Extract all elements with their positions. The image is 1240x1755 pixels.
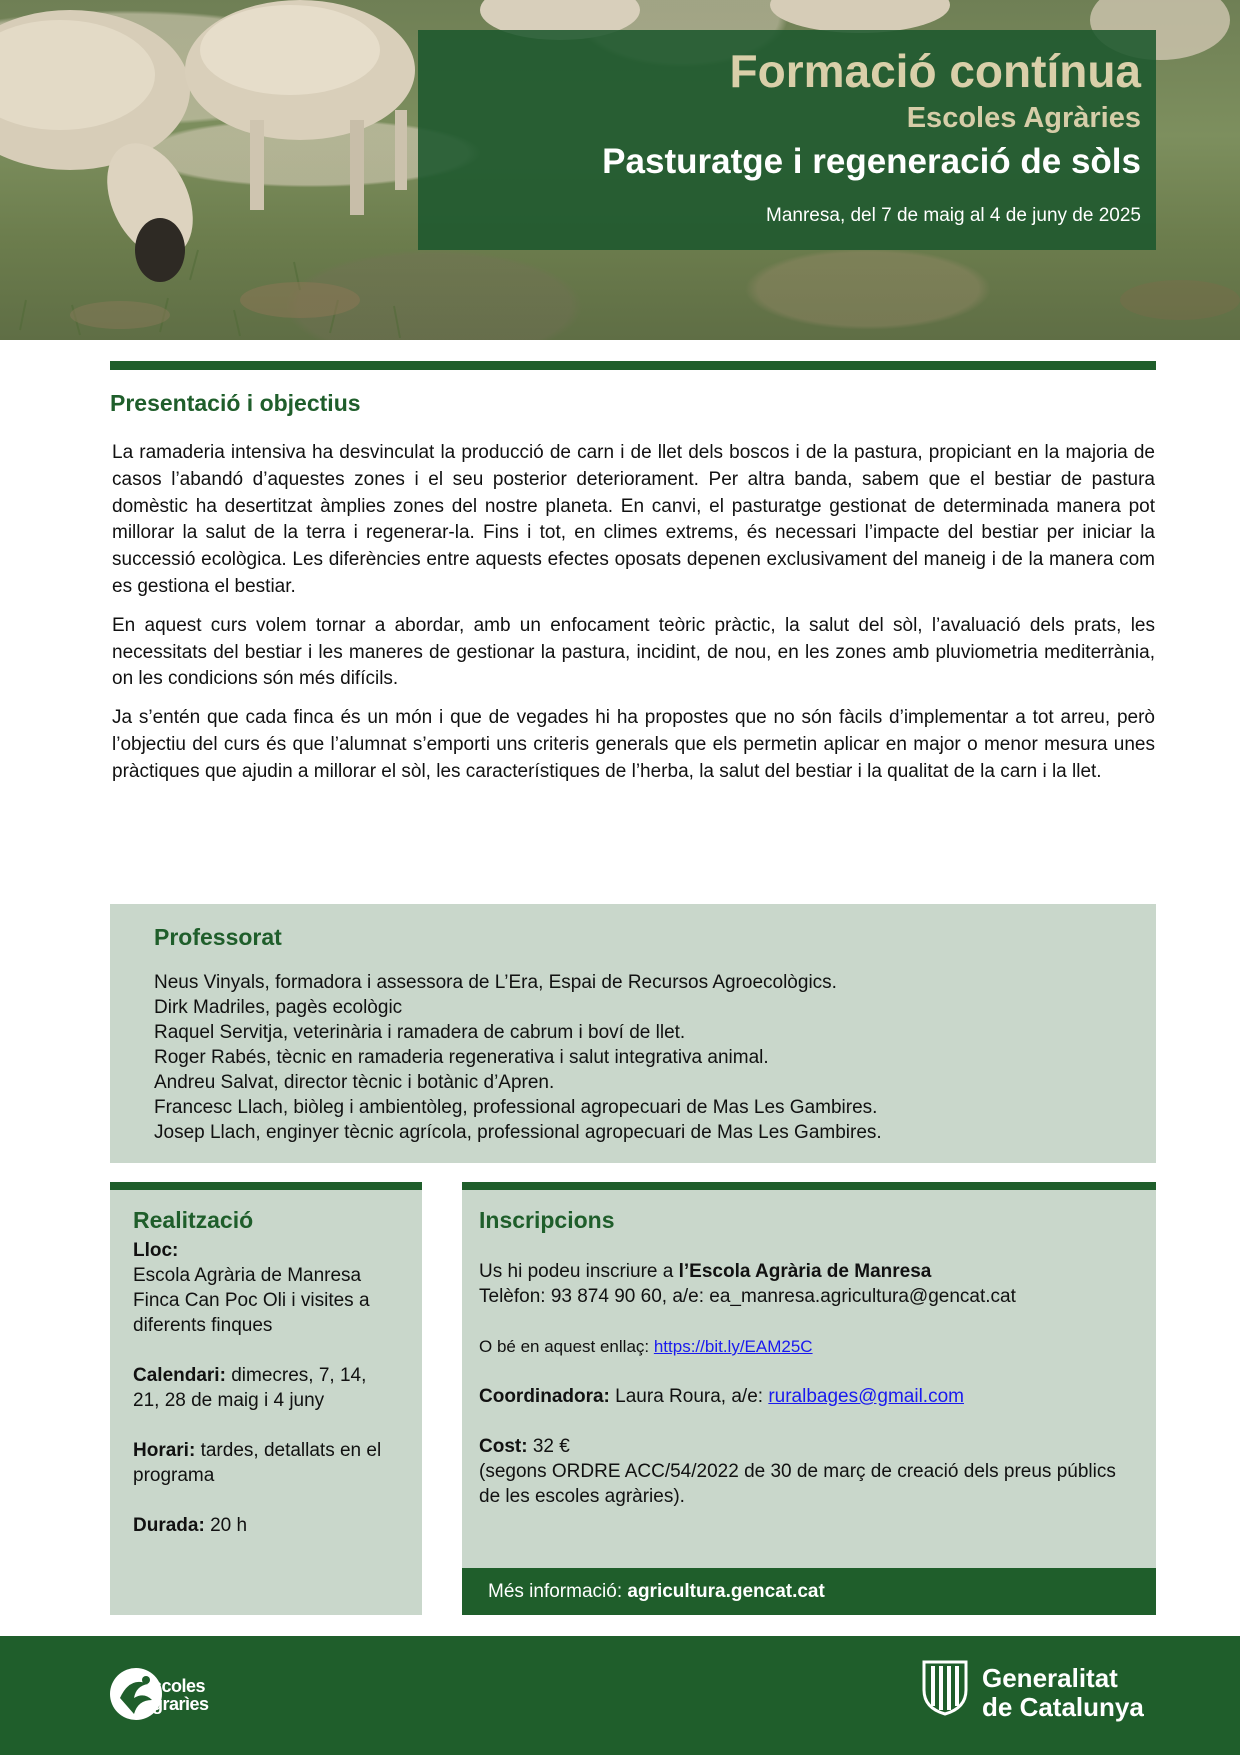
escoles-logo-line2: grarìes bbox=[152, 1694, 209, 1714]
page-title: Formació contínua bbox=[729, 45, 1141, 97]
generalitat-logo-line2: de Catalunya bbox=[982, 1692, 1144, 1722]
coordinator-label: Coordinadora: bbox=[479, 1386, 610, 1407]
inscripcions-panel bbox=[462, 1190, 1156, 1568]
place-line: diferents finques bbox=[133, 1315, 273, 1336]
hero-title-box bbox=[418, 30, 1156, 250]
more-info-label: Més informació: bbox=[488, 1581, 628, 1602]
teachers-heading: Professorat bbox=[154, 924, 282, 950]
presentation-paragraph: La ramaderia intensiva ha desvinculat la producció de carn i de llet dels boscos i de la pastura, propiciant en la majoria de casos l’abandó d’aquestes zones i el seu posterior deteriorament. Per altra banda, sabem que el bestiar de pastura domèstic ha desertitzat àmplies zones del nostre planeta. En canvi, el pasturatge gestionat de determinada manera pot millorar la salut de la terra i regenerar-la. Fins i tot, en climes extrems, és necessari l’impacte del bestiar per iniciar la successió ecològica. Les diferències entre aquests efectes oposats depenen exclusivament del maneig i de la manera com es gestiona el bestiar. bbox=[112, 442, 1155, 597]
school-name: l’Escola Agrària de Manresa bbox=[678, 1261, 932, 1282]
course-dates: Manresa, del 7 de maig al 4 de juny de 2025 bbox=[766, 205, 1141, 226]
footer bbox=[0, 1636, 1240, 1755]
presentation-text bbox=[112, 440, 1155, 798]
realitzacio-panel bbox=[110, 1190, 422, 1615]
hero-banner bbox=[0, 0, 1240, 340]
inscripcions-bar bbox=[462, 1182, 1156, 1190]
schedule-value-cont: programa bbox=[133, 1465, 215, 1486]
inscripcions-heading: Inscripcions bbox=[479, 1207, 615, 1233]
duration-value: 20 h bbox=[204, 1515, 248, 1536]
contact-info: Telèfon: 93 874 90 60, a/e: ea_manresa.agricultura@gencat.cat bbox=[479, 1286, 1016, 1307]
generalitat-logo-line1: Generalitat bbox=[982, 1663, 1118, 1693]
section-divider bbox=[110, 361, 1156, 370]
teacher-item: Roger Rabés, tècnic en ramaderia regenerativa i salut integrativa animal. bbox=[154, 1047, 769, 1068]
teacher-item: Raquel Servitja, veterinària i ramadera de cabrum i boví de llet. bbox=[154, 1022, 686, 1043]
presentation-paragraph: En aquest curs volem tornar a abordar, amb un enfocament teòric pràctic, la salut del sòl, l’avaluació dels prats, les necessitats del bestiar i les maneres de gestionar la pastura, incidint, de nou, en les zones amb pluviometria mediterrània, on les condicions són més difícils. bbox=[112, 614, 1155, 690]
cost-note: (segons ORDRE ACC/54/2022 de 30 de març de creació dels preus públics de les escoles agràries). bbox=[479, 1461, 1116, 1507]
coordinator-value: Laura Roura, a/e: bbox=[609, 1386, 769, 1407]
generalitat-logo bbox=[920, 1658, 1160, 1728]
cost-label: Cost: bbox=[479, 1436, 528, 1457]
realitzacio-bar bbox=[110, 1182, 422, 1190]
course-title: Pasturatge i regeneració de sòls bbox=[602, 142, 1141, 181]
teacher-item: Josep Llach, enginyer tècnic agrícola, professional agropecuari de Mas Les Gambires. bbox=[154, 1122, 882, 1143]
calendar-label: Calendari: bbox=[133, 1365, 226, 1386]
teacher-item: Neus Vinyals, formadora i assessora de L’Era, Espai de Recursos Agroecològics. bbox=[154, 972, 837, 993]
more-info-bar bbox=[462, 1568, 1156, 1615]
calendar-value: dimecres, 7, 14, bbox=[225, 1365, 367, 1386]
presentation-heading: Presentació i objectius bbox=[110, 390, 361, 416]
teacher-item: Dirk Madriles, pagès ecològic bbox=[154, 997, 403, 1018]
presentation-paragraph: Ja s’entén que cada finca és un món i que de vegades hi ha propostes que no són fàcils d’implementar a tot arreu, però l’objectiu del curs és que l’alumnat s’emporti uns criteris generals que els permetin aplicar en major o menor mesura unes pràctiques que ajudin a millorar el sòl, les característiques de l’herba, la salut del bestiar i la qualitat de la carn i la llet. bbox=[112, 707, 1155, 782]
duration-label: Durada: bbox=[133, 1515, 205, 1536]
realitzacio-heading: Realització bbox=[133, 1207, 254, 1233]
place-line: Finca Can Poc Oli i visites a bbox=[133, 1290, 370, 1311]
calendar-value-cont: 21, 28 de maig i 4 juny bbox=[133, 1390, 325, 1411]
place-label: Lloc: bbox=[133, 1240, 179, 1261]
schedule-value: tardes, detallats en el bbox=[195, 1440, 382, 1461]
cost-value: 32 € bbox=[527, 1436, 570, 1457]
link-prefix: O bé en aquest enllaç: bbox=[479, 1337, 654, 1356]
more-info-link[interactable]: agricultura.gencat.cat bbox=[627, 1581, 825, 1602]
registration-link[interactable]: https://bit.ly/EAM25C bbox=[653, 1337, 813, 1356]
escoles-logo-line1: scoles bbox=[152, 1676, 206, 1696]
escoles-agraries-logo bbox=[108, 1658, 238, 1728]
teachers-panel bbox=[110, 904, 1156, 1163]
schedule-label: Horari: bbox=[133, 1440, 196, 1461]
inscripcions-intro: Us hi podeu inscriure a bbox=[479, 1261, 679, 1282]
teachers-list bbox=[154, 970, 882, 1145]
place-line: Escola Agrària de Manresa bbox=[133, 1265, 362, 1286]
coordinator-email-link[interactable]: ruralbages@gmail.com bbox=[768, 1386, 964, 1407]
senyera-shield-icon bbox=[920, 1658, 970, 1716]
teacher-item: Andreu Salvat, director tècnic i botànic d’Apren. bbox=[154, 1072, 555, 1093]
teacher-item: Francesc Llach, biòleg i ambientòleg, professional agropecuari de Mas Les Gambires. bbox=[154, 1097, 878, 1118]
page-subtitle: Escoles Agràries bbox=[906, 102, 1141, 134]
